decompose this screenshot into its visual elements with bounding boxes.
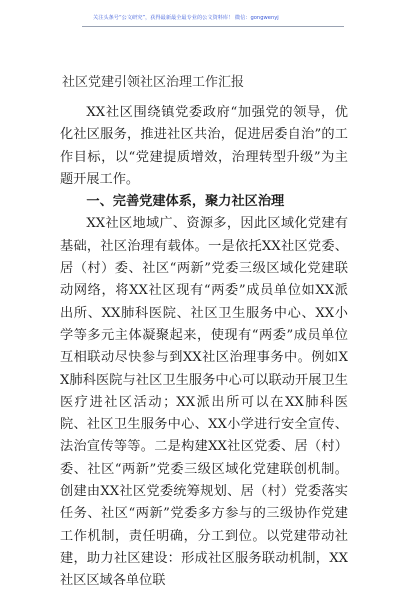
section-heading: 一、完善党建体系，聚力社区治理 bbox=[86, 194, 285, 210]
document-body bbox=[60, 102, 348, 593]
document-title: 社区党建引领社区治理工作汇报 bbox=[62, 75, 245, 90]
banner-divider bbox=[82, 26, 344, 27]
banner-text[interactable]: 关注头条号“公文研究”，获得最新最全最专业的公文资料库！ 微信：gongwenyj bbox=[93, 15, 279, 21]
section-paragraph: XX社区地域广、资源多，因此区域化党建有基础，社区治理有载体。一是依托XX社区党委、居（村）委、社区“两新”党委三级区域化党建联动网络，将XX社区现有“两委”成员单位如XX派出所、XX肺科医院、社区卫生服务中心、XX小学等多元主体凝聚起来，使现有“两委”成员单位互相联动尽快参与到XX社区治理事务中。例如XX肺科医院与社区卫生服务中心可以联动开展卫生医疗进社区活动；XX派出所可以在XX肺科医院、社区卫生服务中心、XX小学进行安全宣传、法治宣传等等。二是构建XX社区党委、居（村）委、社区“两新”党委三级区域化党建联创机制。创建由XX社区党委统筹规划、居（村）党委落实任务、社区“两新”党委多方参与的三级协作党建工作机制，责任明确，分工到位。以党建带动社建，助力社区建设：形成社区服务联动机制，XX社区区域各单位联 bbox=[60, 216, 348, 589]
intro-paragraph: XX社区围绕镇党委政府“加强党的领导，优化社区服务，推进社区共治，促进居委自治”的工作目标，以“党建提质增效，治理转型升级”为主题开展工作。 bbox=[60, 105, 348, 187]
